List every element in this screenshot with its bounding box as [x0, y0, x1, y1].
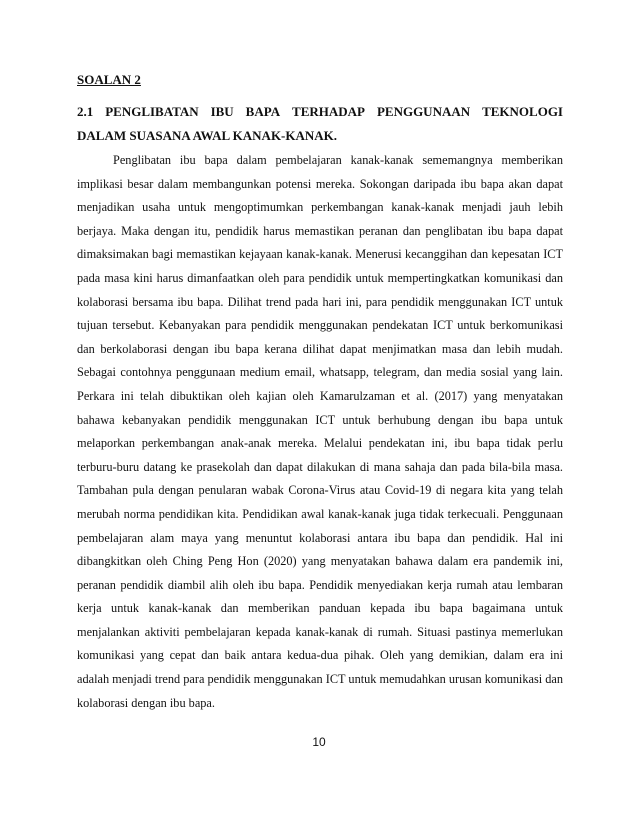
section-heading-line-2: DALAM SUASANA AWAL KANAK-KANAK. — [77, 128, 338, 143]
heading-word: PENGLIBATAN — [105, 104, 199, 119]
section-heading — [77, 100, 563, 148]
page-number: 10 — [312, 735, 326, 749]
section-heading-line-1 — [77, 100, 563, 124]
heading-word: BAPA — [245, 104, 281, 119]
question-label: SOALAN 2 — [77, 72, 141, 87]
body-paragraph: Penglibatan ibu bapa dalam pembelajaran kanak-kanak sememangnya memberikan implikasi besar dalam membangunkan potensi mereka. Sokongan daripada ibu bapa akan dapat menjadikan usaha untuk mengoptimumkan perkembangan kanak-kanak menjadi jauh lebih berjaya. Maka dengan itu, pendidik harus memastikan peranan dan penglibatan ibu bapa dapat dimaksimakan bagi memastikan kejayaan kanak-kanak. Menerusi kecanggihan dan kepesatan ICT pada masa kini harus dimanfaatkan oleh para pendidik untuk mempertingkatkan komunikasi dan kolaborasi bersama ibu bapa. Dilihat trend pada hari ini, para pendidik menggunakan ICT untuk tujuan tersebut. Kebanyakan para pendidik menggunakan pendekatan ICT untuk berkomunikasi dan berkolaborasi dengan ibu bapa kerana dilihat dapat menjimatkan masa dan lebih mudah. Sebagai contohnya penggunaan medium email, whatsapp, telegram, dan media sosial yang lain. Perkara ini telah dibuktikan oleh kajian oleh Kamarulzaman et al. (2017) yang menyatakan bahawa kebanyakan pendidik menggunakan ICT untuk berhubung dengan ibu bapa untuk melaporkan perkembangan anak-anak mereka. Melalui pendekatan ini, ibu bapa tidak perlu terburu-buru datang ke prasekolah dan dapat dilakukan di mana sahaja dan pada bila-bila masa. Tambahan pula dengan penularan wabak Corona-Virus atau Covid-19 di negara kita yang telah merubah norma pendidikan kita. Pendidikan awal kanak-kanak juga tidak terkecuali. Penggunaan pembelajaran alam maya yang menuntut kolaborasi antara ibu bapa dan pendidik. Hal ini dibangkitkan oleh Ching Peng Hon (2020) yang menyatakan bahawa dalam era pandemik ini, peranan pendidik diambil alih oleh ibu bapa. Pendidik menyediakan kerja rumah atau lembaran kerja untuk kanak-kanak dan memberikan panduan kepada ibu bapa bagaimana untuk menjalankan aktiviti pembelajaran kepada kanak-kanak di rumah. Situasi pastinya memerlukan komunikasi yang cepat dan baik antara kedua-dua pihak. Oleh yang demikian, dalam era ini adalah menjadi trend para pendidik menggunakan ICT untuk memudahkan urusan komunikasi dan kolaborasi dengan ibu bapa. — [77, 153, 563, 710]
heading-word: IBU — [210, 104, 234, 119]
section-number: 2.1 — [77, 104, 94, 119]
heading-word: TEKNOLOGI — [482, 104, 563, 119]
heading-word: TERHADAP — [292, 104, 365, 119]
heading-word: PENGGUNAAN — [376, 104, 471, 119]
